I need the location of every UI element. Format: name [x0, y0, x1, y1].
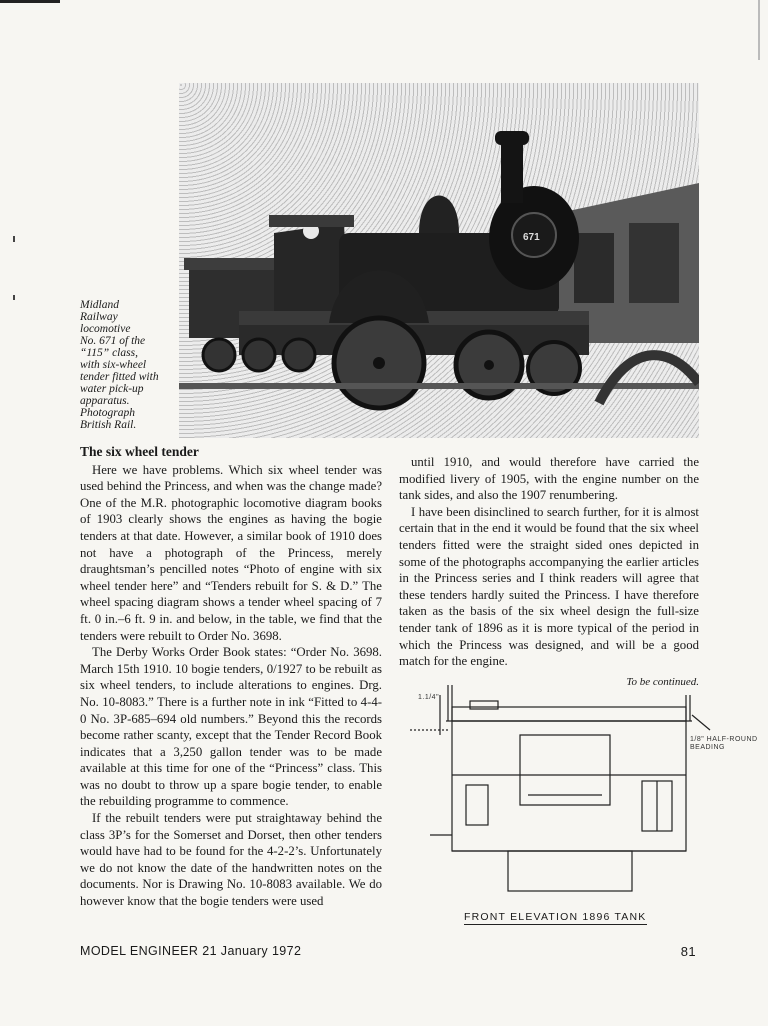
article-paragraph: I have been disinclined to search further, for it is almost certain that in the end it would be found that the six wheel tenders fitted were the straight sided ones depicted in some of the photographs accompanying the earlier articles in the Princess series and I think readers will agree that these tenders hardly suited the Princess. I have therefore taken as the basis of the six wheel design the full-size tender tank of 1896 as it is more typical of the period in which the Princess was designed, and will be a good match for the engine.: [399, 504, 699, 669]
article-paragraph: Here we have problems. Which six wheel tender was used behind the Princess, and when was the change made? One of the M.R. photographic locomotive diagram books of 1903 clearly shows the engines as having the bogie tenders at that date. However, a similar book of 1910 does not have a photograph of the Princess, merely draughtsman’s pencilled notes “Photo of engine with six wheel tender here” and “Tenders rebuilt for S. & D.” The wheel spacing diagram shows a tender wheel spacing of 7 ft. 0 in.–6 ft. 9 in. and below, in the table, we find that the tenders were rebuilt to Order No. 3698.: [80, 462, 382, 643]
locomotive-photograph: [179, 83, 699, 438]
article-paragraph: until 1910, and would therefore have carried the modified livery of 1905, with the engine number on the tank sides, and also the 1907 renumbering.: [399, 455, 699, 503]
article-paragraph: The Derby Works Order Book states: “Order No. 3698. March 15th 1910. 10 bogie tenders, 0/1927 to be rebuilt as six wheel tenders, to include alterations to engines. Drg. No. 10-8083.” There is a further note in ink “Fitted to 4-4-0 No. 3P-685–694 old numbers.” Beyond this the records become rather scanty, except that the Tender Record Book indicates that a 3,250 gallon tender was to be made available at this time for one of the “Princess” class. This was no doubt to throw up a spare bogie tender, to enable the rebuilding programme to commence.: [80, 645, 382, 809]
caption-line: Photograph: [80, 407, 135, 419]
caption-line: apparatus.: [80, 395, 130, 407]
page-number: 81: [680, 944, 696, 959]
section-heading: The six wheel tender: [80, 444, 199, 459]
scan-mark: [13, 295, 15, 300]
caption-line: with six-wheel: [80, 359, 147, 371]
caption-line: water pick-up: [80, 383, 144, 395]
continued-note: To be continued.: [626, 675, 699, 688]
scan-mark: [13, 236, 15, 242]
front-elevation-drawing: [410, 675, 768, 930]
drawing-title: FRONT ELEVATION 1896 TANK: [464, 911, 647, 923]
article-paragraph: If the rebuilt tenders were put straightaway behind the class 3P’s for the Somerset and Dorset, then other tenders would have had to be found for the 4-2-2’s. Unfortunately we do not know the date of the handwritten notes on the documents. Nor is Drawing No. 10-8083 available. We do however know that the bogie tenders were used: [80, 811, 382, 909]
photo-caption: [80, 299, 176, 431]
caption-line: British Rail.: [80, 419, 137, 431]
scan-edge: [758, 0, 760, 60]
publication-info: MODEL ENGINEER 21 January 1972: [80, 944, 302, 958]
article-column-right: [399, 454, 699, 690]
caption-line: Midland: [80, 299, 119, 311]
caption-line: tender fitted with: [80, 371, 159, 383]
dimension-label: 1.1/4": [418, 694, 440, 701]
beading-label: 1/8" HALF-ROUND BEADING: [690, 736, 758, 751]
caption-line: “115” class,: [80, 347, 138, 359]
caption-line: No. 671 of the: [80, 335, 146, 347]
tank-elevation-diagram: [410, 675, 768, 930]
locomotive-illustration: [179, 83, 699, 438]
caption-line: locomotive: [80, 323, 131, 335]
caption-line: Railway: [80, 311, 118, 323]
number-plate: 671: [523, 232, 540, 243]
article-column-left: [80, 444, 382, 910]
scan-edge: [0, 0, 60, 3]
